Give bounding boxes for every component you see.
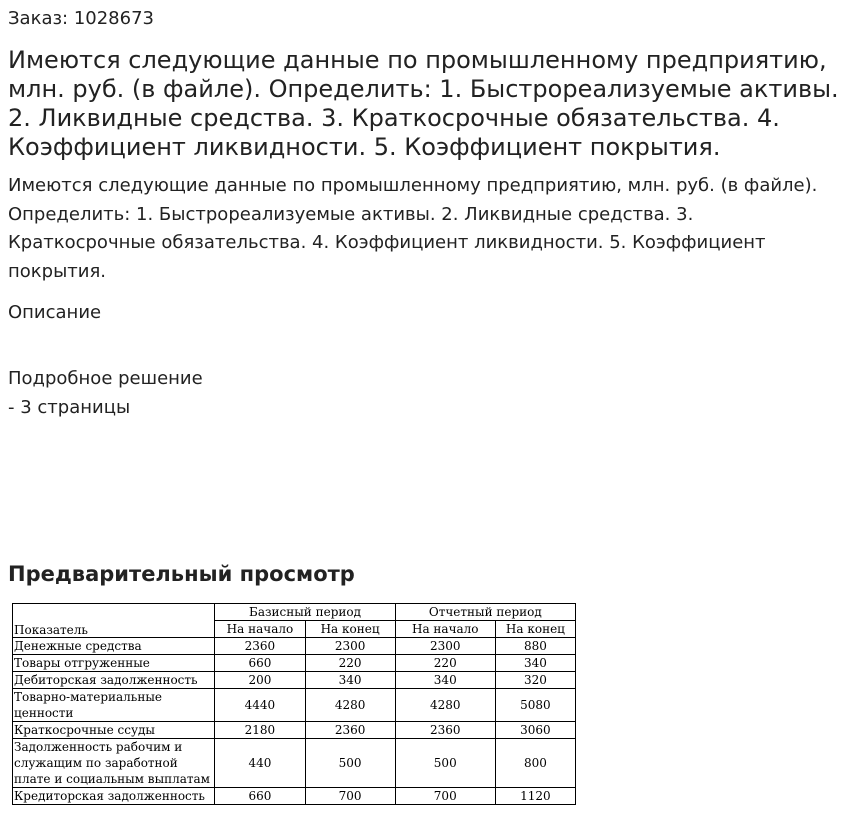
- row-value: 880: [495, 638, 575, 655]
- row-label: Денежные средства: [13, 638, 215, 655]
- table-row: [13, 722, 576, 739]
- header-report-end: На конец: [495, 621, 575, 638]
- order-number: Заказ: 1028673: [8, 8, 154, 29]
- row-value: 5080: [495, 689, 575, 722]
- table-row: [13, 655, 576, 672]
- row-label: Краткосрочные ссуды: [13, 722, 215, 739]
- row-value: 200: [215, 672, 305, 689]
- row-value: 2360: [305, 722, 395, 739]
- header-report-start: На начало: [395, 621, 495, 638]
- row-value: 2360: [215, 638, 305, 655]
- row-value: 2300: [305, 638, 395, 655]
- row-value: 340: [395, 672, 495, 689]
- row-label: Товары отгруженные: [13, 655, 215, 672]
- header-report-period: Отчетный период: [395, 604, 575, 621]
- row-value: 2180: [215, 722, 305, 739]
- row-value: 440: [215, 739, 305, 788]
- row-value: 220: [395, 655, 495, 672]
- table-row: [13, 638, 576, 655]
- row-value: 4280: [395, 689, 495, 722]
- table-row: [13, 672, 576, 689]
- row-value: 1120: [495, 788, 575, 805]
- row-value: 800: [495, 739, 575, 788]
- preview-heading: Предварительный просмотр: [8, 562, 355, 586]
- row-value: 2360: [395, 722, 495, 739]
- row-value: 4280: [305, 689, 395, 722]
- row-value: 660: [215, 788, 305, 805]
- description-heading: Описание: [8, 302, 102, 323]
- solution-pages: - 3 страницы: [8, 397, 131, 418]
- row-value: 220: [305, 655, 395, 672]
- row-value: 340: [495, 655, 575, 672]
- row-label: Кредиторская задолженность: [13, 788, 215, 805]
- row-value: 500: [305, 739, 395, 788]
- solution-info: [8, 364, 203, 422]
- table-row: [13, 788, 576, 805]
- table-row: [13, 739, 576, 788]
- row-value: 4440: [215, 689, 305, 722]
- row-value: 700: [305, 788, 395, 805]
- solution-label: Подробное решение: [8, 368, 203, 389]
- row-value: 660: [215, 655, 305, 672]
- row-value: 320: [495, 672, 575, 689]
- preview-table: [12, 603, 576, 805]
- row-value: 3060: [495, 722, 575, 739]
- header-indicator: Показатель: [13, 604, 215, 638]
- row-label: Товарно-материальные ценности: [13, 689, 215, 722]
- header-base-end: На конец: [305, 621, 395, 638]
- page-title: Имеются следующие данные по промышленному предприятию, млн. руб. (в файле). Определить: 1. Быстрореализуемые активы. 2. Ликвидные средства. 3. Краткосрочные обязательства. 4. Коэффициент ликвидности. 5. Коэффициент покрытия.: [8, 46, 839, 161]
- row-value: 340: [305, 672, 395, 689]
- header-base-start: На начало: [215, 621, 305, 638]
- row-label: Задолженность рабочим и служащим по заработной плате и социальным выплатам: [13, 739, 215, 788]
- table-row: [13, 689, 576, 722]
- row-value: 2300: [395, 638, 495, 655]
- row-value: 500: [395, 739, 495, 788]
- task-description: Имеются следующие данные по промышленному предприятию, млн. руб. (в файле). Определить: 1. Быстрореализуемые активы. 2. Ликвидные средства. 3. Краткосрочные обязательства. 4. Коэффициент ликвидности. 5. Коэффициент покрытия.: [8, 175, 818, 282]
- header-base-period: Базисный период: [215, 604, 395, 621]
- row-value: 700: [395, 788, 495, 805]
- row-label: Дебиторская задолженность: [13, 672, 215, 689]
